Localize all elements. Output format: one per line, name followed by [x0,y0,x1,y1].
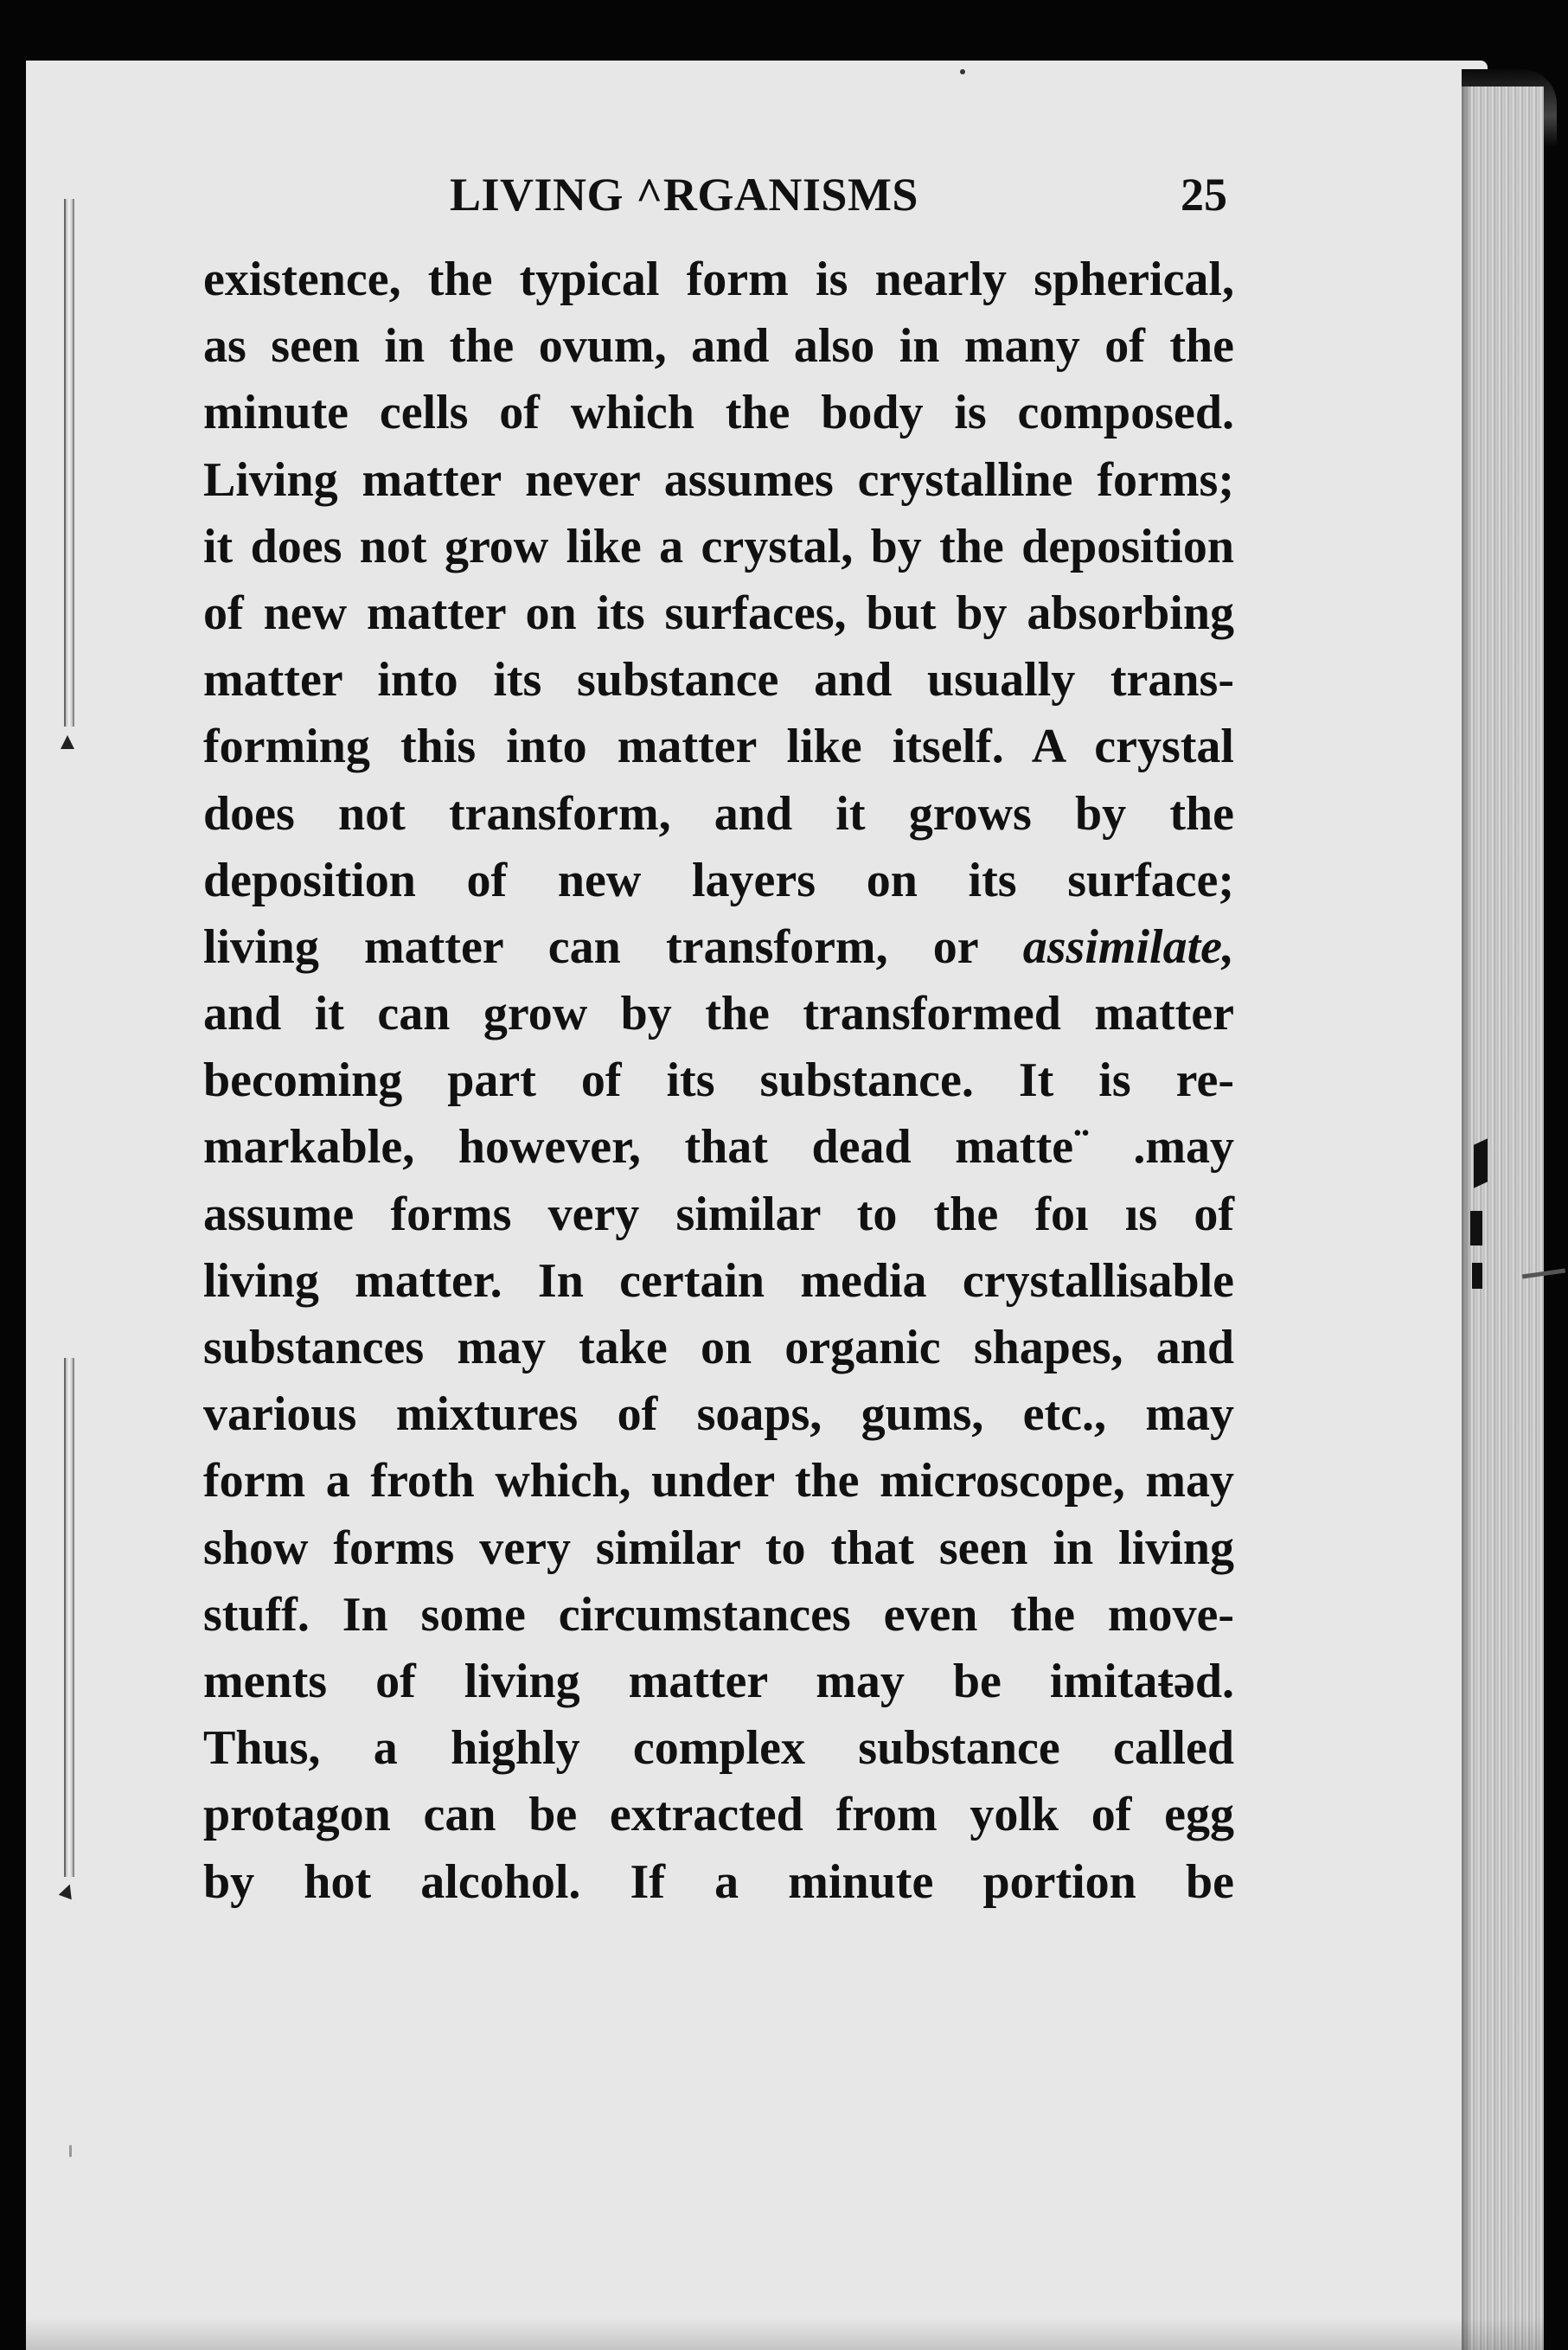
text-line: ments of living matter may be imitaŧəd. [203,1654,1234,1708]
text-line: assume forms very similar to the foı ıs of [203,1187,1234,1241]
edge-notch-mark [1472,1263,1482,1289]
text-line: matter into its substance and usually trans- [203,653,1234,708]
margin-scan-mark-upper [64,199,74,727]
edge-notch-mark [1474,1138,1488,1188]
text-line: by hot alcohol. If a minute portion be [203,1854,1234,1909]
text-line-with-emphasis [203,914,1234,981]
text-line: substances may take on organic shapes, and [203,1321,1234,1374]
page-header [203,164,1241,225]
dust-speck-top [960,69,965,74]
text-line: living matter. In certain media crystallisable [203,1253,1234,1308]
edge-notch-mark [1470,1211,1482,1245]
text-line: markable, however, that dead matte¨ .may [203,1120,1234,1175]
text-line: Living matter never assumes crystalline forms; [203,452,1234,507]
text-line: and it can grow by the transformed matter [203,987,1234,1041]
text-line: deposition of new layers on its surface; [203,853,1234,907]
body-text [203,247,1234,1916]
text-line: stuff. In some circumstances even the move- [203,1587,1234,1642]
text-line: it does not grow like a crystal, by the deposition [203,519,1234,573]
page-number: 25 [1181,169,1227,221]
text-line: existence, the typical form is nearly spherical, [203,253,1234,306]
text-line: Thus, a highly complex substance called [203,1721,1234,1776]
text-line: protagon can be extracted from yolk of egg [203,1788,1234,1842]
page-bottom-shade [26,2318,1548,2350]
text-line: of new matter on its surfaces, but by absorbing [203,586,1234,640]
text-line-segment: living matter can transform, or [203,919,978,974]
text-line: show forms very similar to that seen in living [203,1521,1234,1575]
text-line: forming this into matter like itself. A crystal [203,720,1234,774]
text-line: form a froth which, under the microscope, may [203,1454,1234,1508]
text-line: as seen in the ovum, and also in many of the [203,319,1234,374]
text-line: minute cells of which the body is composed. [203,386,1234,440]
text-line: becoming part of its substance. It is re- [203,1053,1234,1108]
margin-scan-mark-lower [64,1358,74,1877]
dust-speck-margin [69,2145,72,2157]
text-line: does not transform, and it grows by the [203,786,1234,841]
margin-arrow-mark-upper [61,735,74,749]
running-head: LIVING ^RGANISMS [450,169,918,221]
emphasized-term: assimilate, [1022,919,1234,974]
text-line: various mixtures of soaps, gums, etc., may [203,1387,1234,1442]
